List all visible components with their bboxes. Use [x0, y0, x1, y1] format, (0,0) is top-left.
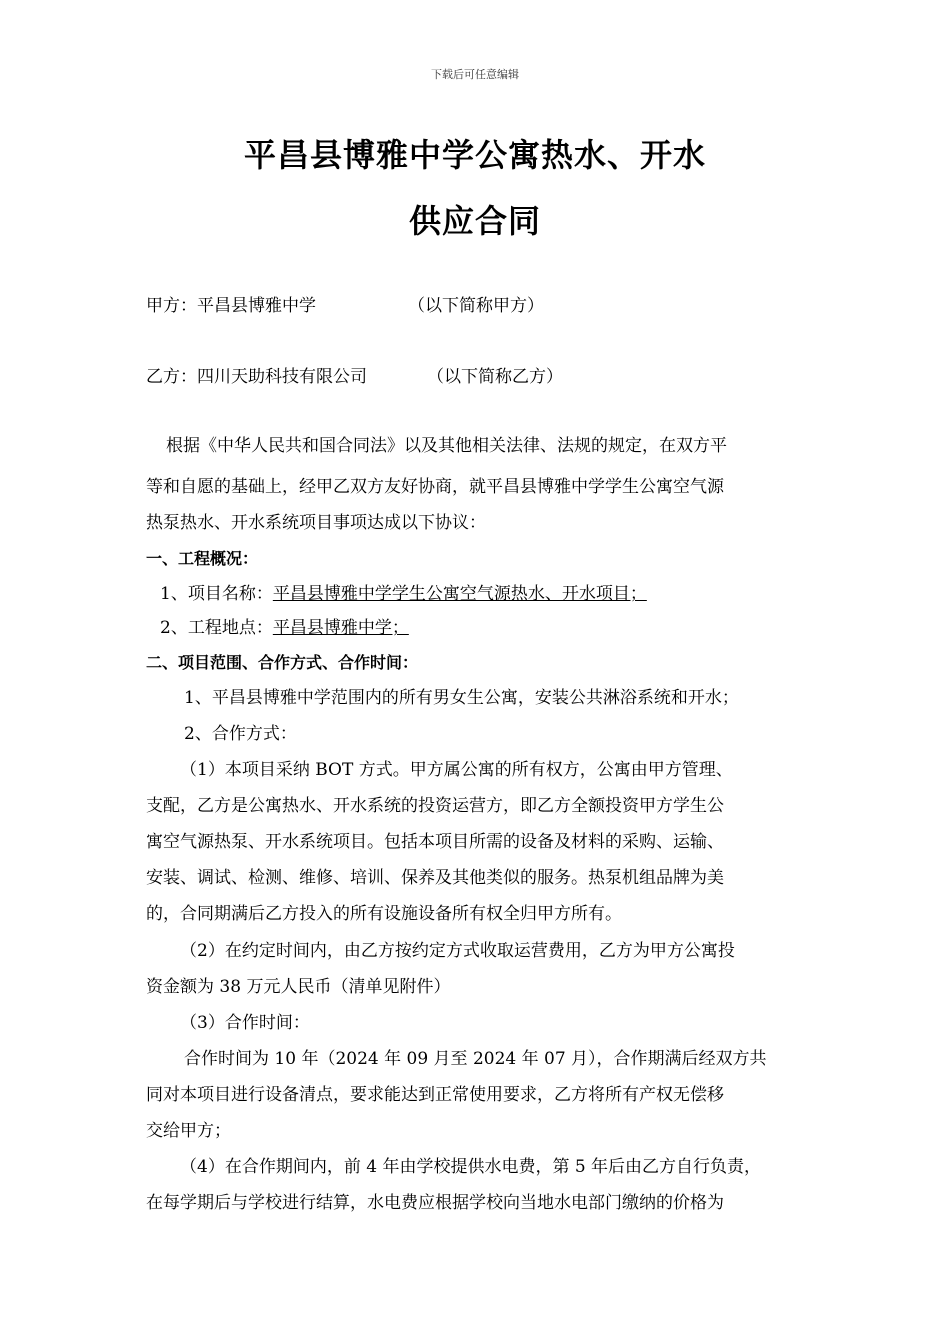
clause-4-line-1: （4）在合作期间内，前 4 年由学校提供水电费，第 5 年后由乙方自行负责， [180, 1157, 762, 1177]
party-b-note: （以下简称乙方） [427, 367, 563, 387]
party-a-label: 甲方：平昌县博雅中学 [146, 296, 316, 316]
party-a-line [146, 288, 826, 324]
clause-2-line-2: 资金额为 38 万元人民币（清单见附件） [146, 977, 451, 997]
header-note: 下载后可任意编辑 [431, 68, 519, 81]
clause-4-line-2: 在每学期后与学校进行结算，水电费应根据学校向当地水电部门缴纳的价格为 [146, 1193, 724, 1213]
intro-line-2: 等和自愿的基础上，经甲乙双方友好协商，就平昌县博雅中学学生公寓空气源 [146, 477, 724, 497]
clause-1-line-1: （1）本项目采纳 BOT 方式。甲方属公寓的所有权方，公寓由甲方管理、 [180, 760, 733, 780]
project-name-line [160, 576, 840, 612]
section-heading-1: 一、工程概况： [146, 549, 259, 568]
intro-line-3: 热泵热水、开水系统项目事项达成以下协议： [146, 513, 486, 533]
clause-1-line-2: 支配，乙方是公寓热水、开水系统的投资运营方，即乙方全额投资甲方学生公 [146, 796, 724, 816]
clause-1-line-5: 的，合同期满后乙方投入的所有设施设备所有权全归甲方所有。 [146, 904, 622, 924]
party-b-line [146, 359, 826, 395]
project-location-label: 2、工程地点： [160, 618, 273, 638]
clause-1-line-4: 安装、调试、检测、维修、培训、保养及其他类似的服务。热泵机组品牌为美 [146, 868, 724, 888]
project-location-line [160, 610, 840, 646]
intro-line-1: 根据《中华人民共和国合同法》以及其他相关法律、法规的规定，在双方平 [166, 436, 727, 456]
clause-3-line-3: 交给甲方； [146, 1121, 231, 1141]
scope-paragraph: 1、平昌县博雅中学范围内的所有男女生公寓，安装公共淋浴系统和开水； [184, 688, 739, 708]
clause-2-line-1: （2）在约定时间内，由乙方按约定方式收取运营费用，乙方为甲方公寓投 [180, 941, 735, 961]
project-name-value: 平昌县博雅中学学生公寓空气源热水、开水项目； [272, 584, 647, 604]
clause-1-line-3: 寓空气源热泵、开水系统项目。包括本项目所需的设备及材料的采购、运输、 [146, 832, 724, 852]
clause-3-heading: （3）合作时间： [180, 1013, 310, 1033]
project-name-label: 1、项目名称： [160, 584, 273, 604]
party-b-label: 乙方：四川天助科技有限公司 [146, 367, 367, 387]
section-heading-2: 二、项目范围、合作方式、合作时间： [146, 653, 419, 672]
cooperation-mode-heading: 2、合作方式： [184, 724, 297, 744]
document-title-line1: 平昌县博雅中学公寓热水、开水 [243, 136, 706, 174]
project-location-value: 平昌县博雅中学； [272, 618, 409, 638]
clause-3-line-1: 合作时间为 10 年（2024 年 09 月至 2024 年 07 月），合作期满后经双方共 [184, 1049, 767, 1069]
party-a-note: （以下简称甲方） [408, 296, 544, 316]
clause-3-line-2: 同对本项目进行设备清点，要求能达到正常使用要求，乙方将所有产权无偿移 [146, 1085, 724, 1105]
document-title-line2: 供应合同 [408, 202, 541, 240]
